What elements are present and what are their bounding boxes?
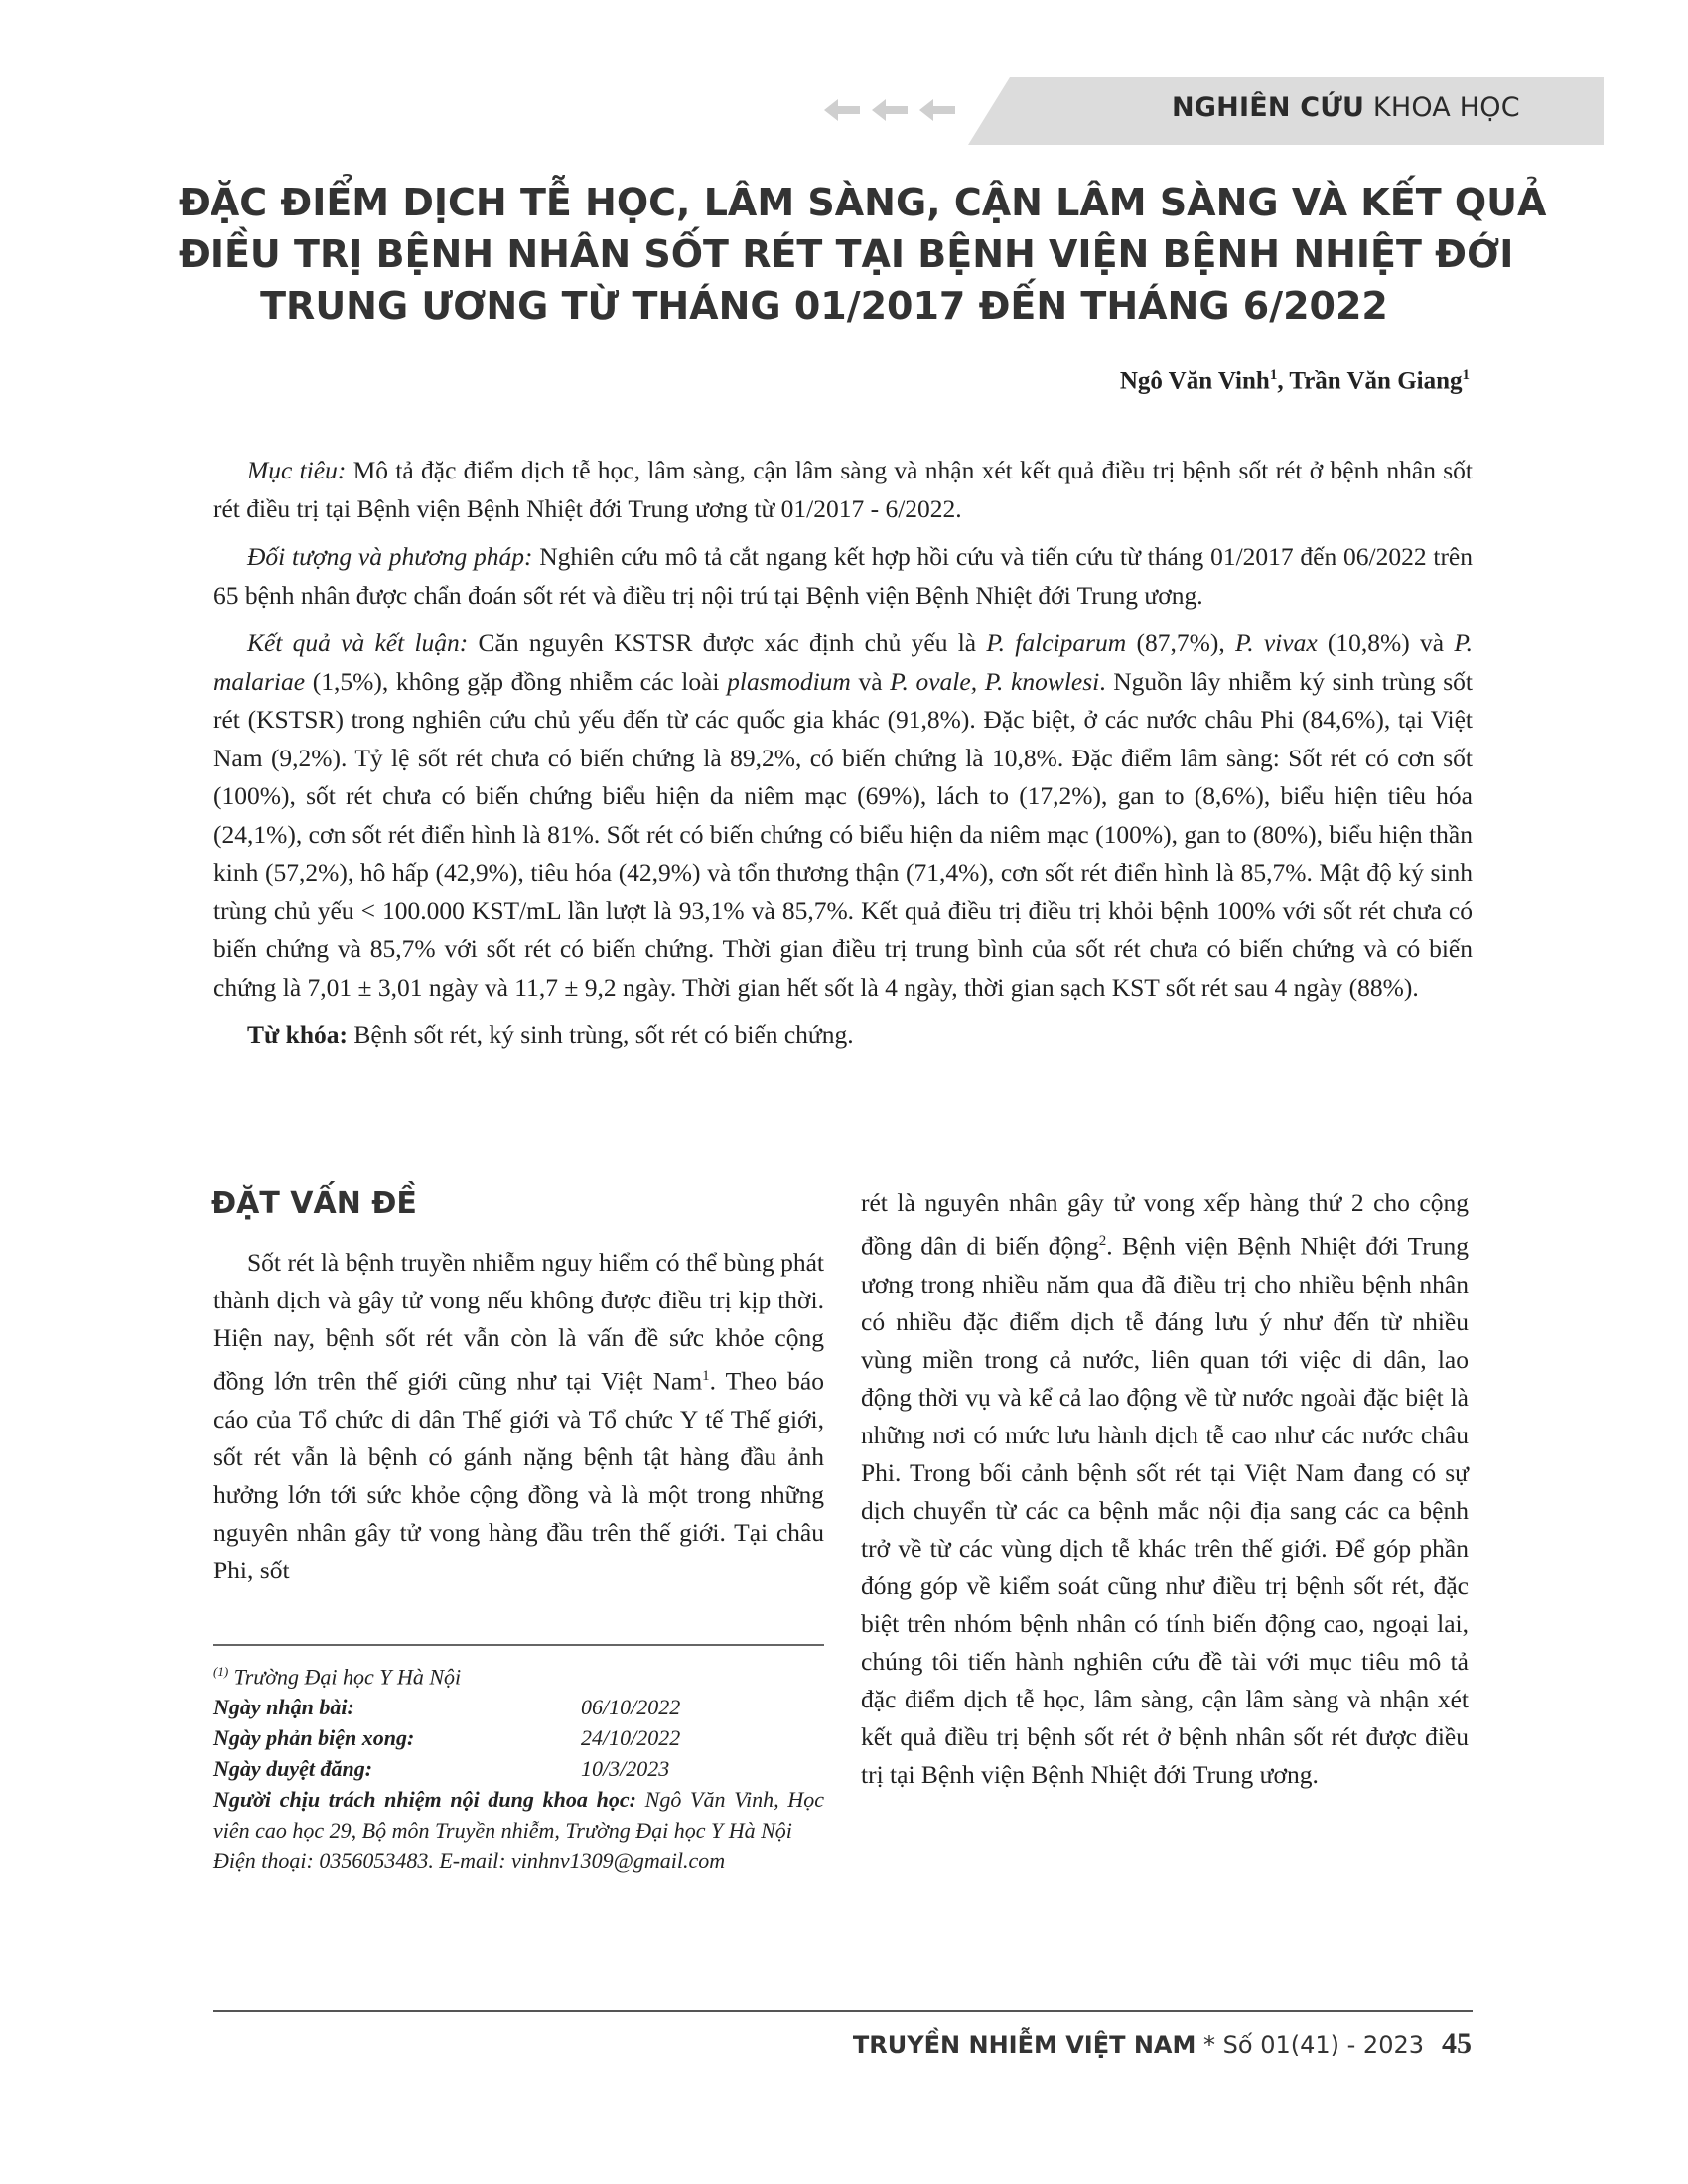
section-label (1172, 92, 1520, 123)
title-line: ĐẶC ĐIỂM DỊCH TỄ HỌC, LÂM SÀNG, CẬN LÂM SÀNG VÀ KẾT QUẢ (179, 181, 1547, 224)
page-footer (853, 2027, 1472, 2061)
author-name: Trần Văn Giang (1289, 367, 1463, 395)
author-affiliation: 1 (1269, 367, 1278, 383)
citation-ref: 1 (702, 1368, 710, 1384)
received-date: 06/10/2022 (581, 1695, 681, 1720)
section-label-rest: KHOA HỌC (1364, 92, 1520, 123)
left-arrow-icon (919, 97, 955, 123)
author-affiliation: 1 (1462, 367, 1470, 383)
accepted-label: Ngày duyệt đăng: (213, 1756, 373, 1782)
abstract-text: Mô tả đặc điểm dịch tễ học, lâm sàng, cận lâm sàng và nhận xét kết quả điều trị bệnh sốt rét ở bệnh nhân sốt rét điều trị tại Bệnh viện Bệnh Nhiệt đới Trung ương từ 01/2017 - 6/2022. (213, 456, 1473, 523)
abstract (213, 452, 1473, 1065)
contact-info: Điện thoại: 0356053483. E-mail: vinhnv1309@gmail.com (213, 1848, 726, 1874)
reviewed-row (213, 1722, 824, 1753)
species-name: plasmodium (727, 666, 851, 696)
body-text: . Theo báo cáo của Tổ chức di dân Thế giới và Tổ chức Y tế Thế giới, sốt rét vẫn là bệnh có gánh nặng bệnh tật hàng đầu ảnh hưởng lớn tới sức khỏe cộng đồng và là một trong những nguyên nhân gây tử vong hàng đầu trên thế giới. Tại châu Phi, sốt (213, 1366, 824, 1584)
author-name: Ngô Văn Vinh (1119, 367, 1270, 395)
keywords-text: Bệnh sốt rét, ký sinh trùng, sốt rét có biến chứng. (348, 1021, 854, 1049)
responsible-note (213, 1784, 824, 1845)
body-text: rét là nguyên nhân gây tử vong xếp hàng thứ 2 cho cộng đồng dân di biến động (861, 1188, 1469, 1261)
paper-title (179, 177, 1547, 332)
footnote-divider (213, 1644, 824, 1646)
received-row (213, 1692, 824, 1722)
section-label-bold: NGHIÊN CỨU (1172, 92, 1365, 123)
species-name: P. vivax (1234, 628, 1318, 657)
responsible-text: Ngô Văn Vinh, Học viên cao học 29, Bộ môn Truyền nhiễm, Trường Đại học Y Hà Nội (213, 1787, 824, 1843)
authors (1120, 367, 1470, 395)
body-column-left (213, 1244, 824, 1589)
species-name: P. falciparum (986, 628, 1127, 657)
citation-ref: 2 (1098, 1233, 1107, 1249)
body-text: Sốt rét là bệnh truyền nhiễm nguy hiểm có thể bùng phát thành dịch và gây tử vong nếu không được điều trị kịp thời. Hiện nay, bệnh sốt rét vẫn còn là vấn đề sức khỏe cộng đồng lớn trên thế giới cũng như tại Việt Nam (213, 1248, 824, 1396)
abstract-text: và (850, 666, 891, 696)
left-arrow-icon (824, 97, 860, 123)
abstract-methods (213, 538, 1473, 614)
footnotes (213, 1656, 824, 1876)
abstract-text: (87,7%), (1126, 628, 1235, 657)
body-column-right (861, 1184, 1469, 1794)
abstract-text: . Nguồn lây nhiễm ký sinh trùng sốt rét (KSTSR) trong nghiên cứu chủ yếu đến từ các quốc gia khác (91,8%). Đặc biệt, ở các nước châu Phi (84,6%), tại Việt Nam (9,2%). Tỷ lệ sốt rét chưa có biến chứng là 89,2%, có biến chứng là 10,8%. Đặc điểm lâm sàng: Sốt rét có cơn sốt (100%), sốt rét chưa có biến chứng biểu hiện da niêm mạc (69%), lách to (17,2%), gan to (8,6%), biểu hiện tiêu hóa (24,1%), cơn sốt rét điển hình là 81%. Sốt rét có biến chứng có biểu hiện da niêm mạc (100%), gan to (80%), biểu hiện thần kinh (57,2%), hô hấp (42,9%), tiêu hóa (42,9%) và tổn thương thận (71,4%), cơn sốt rét điển hình là 85,7%. Mật độ ký sinh trùng chủ yếu < 100.000 KST/mL lần lượt là 93,1% và 85,7%. Kết quả điều trị điều trị khỏi bệnh 100% với sốt rét chưa có biến chứng và 85,7% với sốt rét có biến chứng. Thời gian điều trị trung bình của sốt rét chưa có biến chứng và có biến chứng là 7,01 ± 3,01 ngày và 11,7 ± 9,2 ngày. Thời gian hết sốt là 4 ngày, thời gian sạch KST sốt rét sau 4 ngày (88%). (213, 666, 1473, 1002)
reviewed-label: Ngày phản biện xong: (213, 1725, 415, 1751)
title-line: ĐIỀU TRỊ BỆNH NHÂN SỐT RÉT TẠI BỆNH VIỆN BỆNH NHIỆT ĐỚI (179, 232, 1514, 276)
body-text: . Bệnh viện Bệnh Nhiệt đới Trung ương trong nhiều năm qua đã điều trị cho nhiều bệnh nhân có nhiều đặc điểm dịch tễ đáng lưu ý như đến từ nhiều vùng miền trong cả nước, liên quan tới việc di dân, lao động thời vụ và kể cả lao động về từ nước ngoài đặc biệt là những nơi có mức lưu hành dịch tễ cao như các nước châu Phi. Trong bối cảnh bệnh sốt rét tại Việt Nam đang có sự dịch chuyển từ các ca bệnh mắc nội địa sang các ca bệnh trở về từ các vùng dịch tễ khác trên thế giới. Để góp phần đóng góp về kiểm soát cũng như điều trị bệnh sốt rét, đặc biệt trên nhóm bệnh nhân có tính biến động cao, ngoại lai, chúng tôi tiến hành nghiên cứu đề tài với mục tiêu mô tả đặc điểm dịch tễ học, lâm sàng, cận lâm sàng và nhận xét kết quả điều trị bệnh sốt rét ở bệnh nhân sốt rét được điều trị tại Bệnh viện Bệnh Nhiệt đới Trung ương. (861, 1231, 1469, 1789)
journal-info (853, 2031, 1424, 2059)
journal-name: TRUYỀN NHIỄM VIỆT NAM (852, 2031, 1196, 2059)
header-arrows (824, 97, 955, 123)
title-line: TRUNG ƯƠNG TỪ THÁNG 01/2017 ĐẾN THÁNG 6/2022 (260, 284, 1388, 328)
species-name: P. malariae (213, 628, 1473, 696)
affiliation-number: (1) (213, 1664, 229, 1679)
abstract-label: Đối tượng và phương pháp: (247, 542, 533, 571)
section-heading: ĐẶT VẤN ĐỀ (211, 1186, 417, 1221)
accepted-row (213, 1753, 824, 1784)
abstract-objective (213, 452, 1473, 528)
abstract-text: Căn nguyên KSTSR được xác định chủ yếu là (468, 628, 987, 657)
journal-issue: * Số 01(41) - 2023 (1196, 2031, 1424, 2059)
left-arrow-icon (872, 97, 908, 123)
abstract-label: Mục tiêu: (247, 456, 347, 484)
affiliation-note (213, 1656, 824, 1692)
species-name: P. ovale, P. knowlesi (890, 666, 1100, 696)
abstract-text: Nghiên cứu mô tả cắt ngang kết hợp hồi cứu và tiến cứu từ tháng 01/2017 đến 06/2022 trên 65 bệnh nhân được chẩn đoán sốt rét và điều trị nội trú tại Bệnh viện Bệnh Nhiệt đới Trung ương. (213, 542, 1474, 610)
page-number: 45 (1442, 2027, 1472, 2060)
received-label: Ngày nhận bài: (213, 1695, 354, 1720)
responsible-label: Người chịu trách nhiệm nội dung khoa học: (213, 1787, 636, 1813)
reviewed-date: 24/10/2022 (581, 1725, 681, 1751)
abstract-text: (1,5%), không gặp đồng nhiễm các loài (305, 666, 728, 696)
accepted-date: 10/3/2023 (581, 1756, 670, 1782)
abstract-keywords (213, 1017, 1473, 1055)
author-separator: , (1277, 367, 1290, 395)
abstract-results (213, 624, 1473, 1007)
abstract-label: Kết quả và kết luận: (247, 628, 469, 657)
keywords-label: Từ khóa: (247, 1021, 349, 1049)
footer-divider (213, 2010, 1473, 2012)
abstract-text: (10,8%) và (1317, 628, 1455, 657)
affiliation-text: Trường Đại học Y Hà Nội (228, 1664, 462, 1690)
